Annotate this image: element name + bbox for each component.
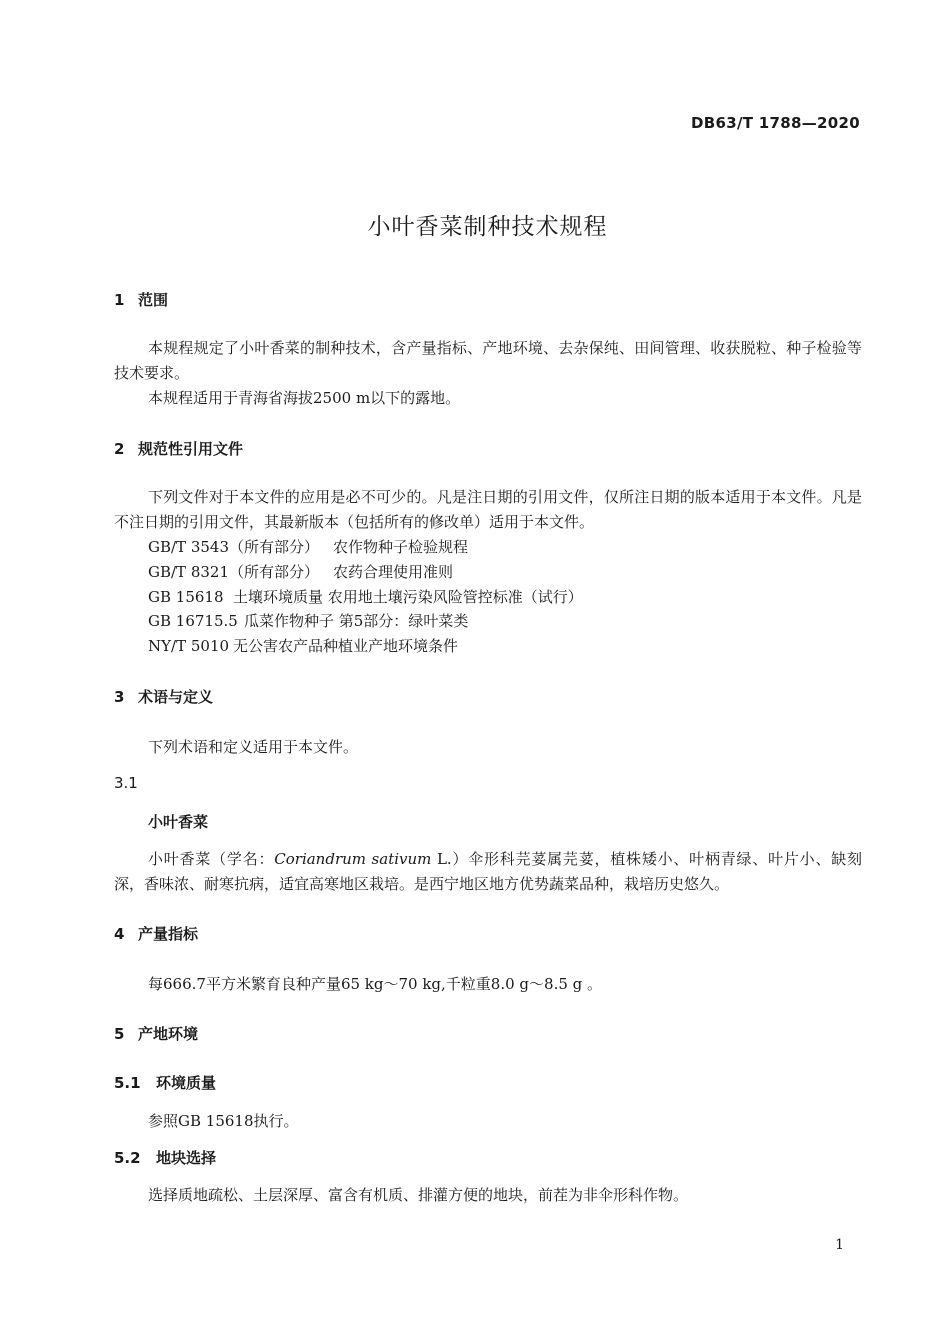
section-2-heading: [114, 438, 243, 459]
reference-title: 农作物种子检验规程: [333, 538, 469, 556]
page-number: 1: [835, 1237, 844, 1253]
subsection-5-2-heading: [114, 1147, 216, 1168]
section-number: 3: [114, 688, 125, 706]
plot-selection-paragraph: 选择质地疏松、土层深厚、富含有机质、排灌方便的地块，前茬为非伞形科作物。: [148, 1186, 689, 1204]
subsection-title: 地块选择: [156, 1149, 217, 1167]
definition-text-a: 小叶香菜（学名：: [148, 850, 275, 868]
section-number: 5: [114, 1025, 125, 1043]
section-title: 范围: [138, 291, 169, 309]
reference-title: 土壤环境质量 农用地土壤污染风险管控标准（试行）: [233, 588, 583, 606]
references-intro: 下列文件对于本文件的应用是必不可少的。凡是注日期的引用文件，仅所注日期的版本适用于本文件。凡是不注日期的引用文件，其最新版本（包括所有的修改单）适用于本文件。: [114, 488, 862, 531]
term-number: 3.1: [114, 774, 138, 792]
subsection-number: 5.2: [114, 1149, 141, 1167]
section-number: 1: [114, 291, 125, 309]
section-3-heading: [114, 686, 213, 707]
reference-item: [148, 586, 583, 607]
scope-paragraph: 本规程规定了小叶香菜的制种技术，含产量指标、产地环境、去杂保纯、田间管理、收获脱粒、种子检验等技术要求。: [114, 339, 862, 382]
terms-intro: 下列术语和定义适用于本文件。: [148, 738, 359, 756]
reference-code: GB 16715.5: [148, 612, 238, 630]
reference-item: [148, 635, 458, 656]
section-title: 规范性引用文件: [138, 440, 244, 458]
reference-item: [148, 610, 468, 631]
reference-code: NY/T 5010: [148, 637, 230, 655]
section-title: 产量指标: [138, 925, 199, 943]
reference-item: [148, 536, 468, 557]
reference-code: GB/T 8321（所有部分）: [148, 563, 320, 581]
scope-applicability: 本规程适用于青海省海拔2500 m以下的露地。: [148, 389, 461, 407]
section-number: 2: [114, 440, 125, 458]
document-title: 小叶香菜制种技术规程: [367, 214, 608, 240]
reference-title: 瓜菜作物种子 第5部分：绿叶菜类: [244, 612, 469, 630]
section-title: 术语与定义: [138, 688, 214, 706]
subsection-number: 5.1: [114, 1074, 141, 1092]
definition-text-b: L.）伞形科芫荽属芫荽，植株矮小、叶柄青绿、叶片小、缺刻深，香味浓、耐寒抗病，适宜高寒地区栽培。是西宁地区地方优势蔬菜品种，栽培历史悠久。: [114, 850, 863, 893]
reference-item: [148, 561, 453, 582]
section-5-heading: [114, 1023, 198, 1044]
reference-code: GB 15618: [148, 588, 224, 606]
latin-name: Coriandrum sativum: [274, 850, 432, 868]
reference-title: 农药合理使用准则: [333, 563, 454, 581]
term-definition: [114, 847, 862, 896]
section-1-heading: [114, 289, 168, 310]
section-title: 产地环境: [138, 1025, 199, 1043]
reference-code: GB/T 3543（所有部分）: [148, 538, 320, 556]
section-number: 4: [114, 925, 125, 943]
subsection-5-1-heading: [114, 1072, 216, 1093]
subsection-title: 环境质量: [156, 1074, 217, 1092]
section-4-heading: [114, 923, 198, 944]
term-name: 小叶香菜: [148, 813, 209, 831]
environment-paragraph: 参照GB 15618执行。: [148, 1112, 299, 1130]
reference-title: 无公害农产品种植业产地环境条件: [233, 637, 459, 655]
standard-code: DB63/T 1788—2020: [691, 114, 860, 132]
yield-paragraph: 每666.7平方米繁育良种产量65 kg～70 kg,千粒重8.0 g～8.5 g 。: [148, 975, 603, 993]
